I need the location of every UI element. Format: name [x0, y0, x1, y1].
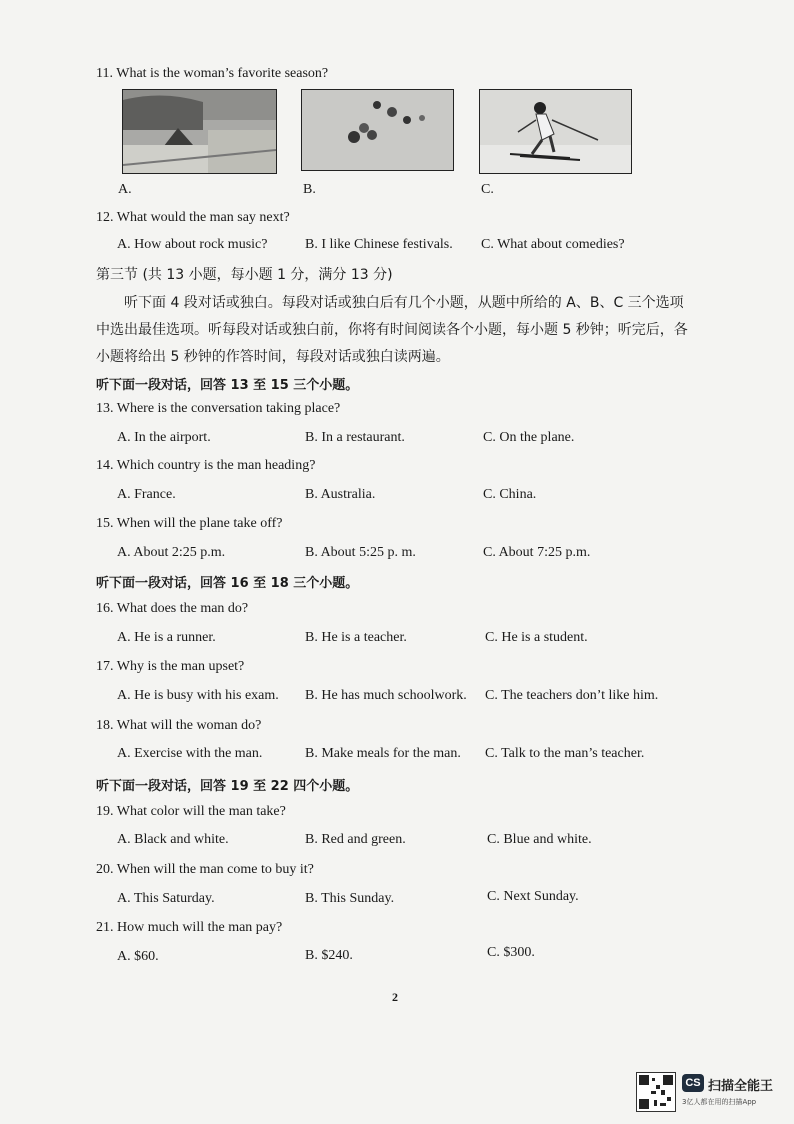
question-20-stem: 20. When will the man come to buy it?	[96, 862, 314, 877]
qr-code-icon	[636, 1072, 676, 1112]
question-20-option-a: A. This Saturday.	[117, 891, 215, 906]
question-11-option-a: A.	[118, 182, 132, 197]
question-19-option-b: B. Red and green.	[305, 832, 406, 847]
question-12-option-b: B. I like Chinese festivals.	[305, 237, 453, 252]
app-name: 扫描全能王	[708, 1079, 774, 1094]
question-19-option-c: C. Blue and white.	[487, 832, 592, 847]
directions-19-22: 听下面一段对话，回答 19 至 22 四个小题。	[96, 779, 359, 794]
section-3-instructions-line-3: 小题将给出 5 秒钟的作答时间，每段对话或独白读两遍。	[96, 349, 450, 365]
question-15-option-c: C. About 7:25 p.m.	[483, 545, 591, 560]
app-tagline: 3亿人都在用的扫描App	[682, 1098, 757, 1106]
question-18-option-a: A. Exercise with the man.	[117, 746, 263, 761]
question-11-option-c: C.	[481, 182, 494, 197]
question-21-option-b: B. $240.	[305, 948, 353, 963]
section-3-title: 第三节 (共 13 小题，每小题 1 分，满分 13 分)	[96, 267, 393, 283]
section-3-instructions-line-1: 听下面 4 段对话或独白。每段对话或独白后有几个小题，从题中所给的 A、B、C 三个选项	[124, 295, 684, 311]
question-11-stem: 11. What is the woman’s favorite season?	[96, 66, 329, 81]
question-13-option-a: A. In the airport.	[117, 430, 211, 445]
question-13-stem: 13. Where is the conversation taking place?	[96, 401, 341, 416]
question-11-option-b: B.	[303, 182, 316, 197]
question-13-option-c: C. On the plane.	[483, 430, 575, 445]
question-19-stem: 19. What color will the man take?	[96, 804, 286, 819]
question-16-option-b: B. He is a teacher.	[305, 630, 407, 645]
question-12-option-a: A. How about rock music?	[117, 237, 268, 252]
option-c-image	[479, 89, 632, 174]
question-18-option-b: B. Make meals for the man.	[305, 746, 461, 761]
question-15-option-b: B. About 5:25 p. m.	[305, 545, 416, 560]
autumn-field-icon	[123, 90, 276, 173]
question-14-stem: 14. Which country is the man heading?	[96, 458, 316, 473]
question-21-stem: 21. How much will the man pay?	[96, 920, 283, 935]
question-12-option-c: C. What about comedies?	[481, 237, 625, 252]
question-14-option-a: A. France.	[117, 487, 176, 502]
question-14-option-b: B. Australia.	[305, 487, 376, 502]
question-16-option-a: A. He is a runner.	[117, 630, 216, 645]
option-a-image	[122, 89, 277, 174]
directions-13-15: 听下面一段对话，回答 13 至 15 三个小题。	[96, 378, 359, 393]
question-17-option-a: A. He is busy with his exam.	[117, 688, 279, 703]
birds-snow-icon	[302, 90, 453, 170]
question-20-option-c: C. Next Sunday.	[487, 889, 579, 904]
section-3-instructions-line-2: 中选出最佳选项。听每段对话或独白前，你将有时间阅读各个小题，每小题 5 秒钟；听完后，各	[96, 322, 688, 338]
question-17-option-b: B. He has much schoolwork.	[305, 688, 467, 703]
question-20-option-b: B. This Sunday.	[305, 891, 395, 906]
question-16-stem: 16. What does the man do?	[96, 601, 249, 616]
question-19-option-a: A. Black and white.	[117, 832, 229, 847]
question-18-stem: 18. What will the woman do?	[96, 718, 262, 733]
question-12-stem: 12. What would the man say next?	[96, 210, 290, 225]
directions-16-18: 听下面一段对话，回答 16 至 18 三个小题。	[96, 576, 359, 591]
camscanner-logo-icon: CS	[682, 1074, 704, 1092]
question-15-stem: 15. When will the plane take off?	[96, 516, 283, 531]
page-number: 2	[392, 990, 398, 1004]
option-b-image	[301, 89, 454, 171]
question-17-option-c: C. The teachers don’t like him.	[485, 688, 659, 703]
question-17-stem: 17. Why is the man upset?	[96, 659, 245, 674]
question-13-option-b: B. In a restaurant.	[305, 430, 405, 445]
question-21-option-c: C. $300.	[487, 945, 535, 960]
question-16-option-c: C. He is a student.	[485, 630, 588, 645]
question-15-option-a: A. About 2:25 p.m.	[117, 545, 226, 560]
question-21-option-a: A. $60.	[117, 949, 159, 964]
question-18-option-c: C. Talk to the man’s teacher.	[485, 746, 645, 761]
question-14-option-c: C. China.	[483, 487, 537, 502]
skier-icon	[480, 90, 631, 173]
